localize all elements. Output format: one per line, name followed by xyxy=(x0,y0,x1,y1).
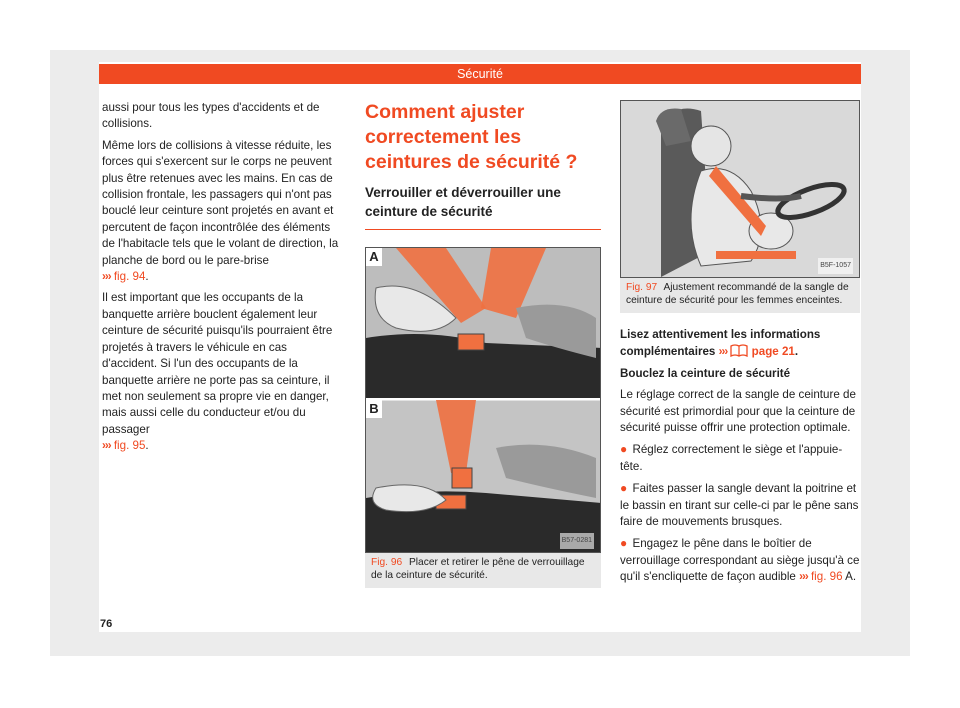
figure-code: B57-0281 xyxy=(560,533,594,549)
paragraph: Même lors de collisions à vitesse réduite, les forces qui s'exercent sur le corps ne peuvent plus être retenues avec les mains. En cas de collision frontale, les passagers qui n'ont pas bouclé leur ceinture sont projetés en avant et percutent de façon incontrôlée des éléments de l'habitacle tels que le volant de direction, la planche de bord ou le pare-brise ››› fig. 94. xyxy=(102,138,339,284)
bullet-item xyxy=(620,480,860,530)
paragraph: Il est important que les occupants de la banquette arrière bouclent également leur ceinture de sécurité puisqu'ils pourraient être projetés à travers le véhicule en cas d'accident. Si l'un des occupants de la banquette arrière ne porte pas sa ceinture, il met non seulement sa propre vie en danger, mais aussi celle du conducteur et/ou du passager ››› fig. 95. xyxy=(102,291,333,453)
book-warning-icon xyxy=(730,343,748,357)
page-link[interactable]: page 21 xyxy=(751,345,795,359)
bullet-item xyxy=(620,441,860,475)
intro-text: Lisez attentivement les informations complémentaires xyxy=(620,328,821,359)
subsection-title: Verrouiller et déverrouiller une ceinture de sécurité xyxy=(365,183,601,230)
page-number: 76 xyxy=(100,618,113,630)
figure-number: Fig. 96 xyxy=(371,557,403,568)
figure-96 xyxy=(365,247,601,588)
figure-code: B5F-1057 xyxy=(818,258,853,274)
column-middle xyxy=(365,100,601,588)
bullet-icon: ● xyxy=(620,481,628,496)
column-right xyxy=(620,100,860,591)
reference-arrows: ››› xyxy=(102,270,111,284)
figure-link[interactable]: fig. 94 xyxy=(113,270,146,284)
figure-number: Fig. 97 xyxy=(626,282,658,293)
bullet-text: Réglez correctement le siège et l'appuie-tête. xyxy=(620,443,843,473)
column-left xyxy=(102,100,342,460)
paragraph: Le réglage correct de la sangle de ceinture de sécurité est primordial pour que la ceinture de sécurité puisse offrir une protection optimale. xyxy=(620,388,856,435)
intro-paragraph: Lisez attentivement les informations complémentaires ››› page 21. xyxy=(620,328,821,359)
panel-label-a: A xyxy=(366,248,382,266)
figure-caption-text: Placer et retirer le pêne de verrouillage de la ceinture de sécurité. xyxy=(371,557,585,581)
seatbelt-buckle-illustration xyxy=(366,248,601,552)
paragraph: aussi pour tous les types d'accidents et de collisions. xyxy=(102,101,320,131)
panel-reference: A xyxy=(845,570,853,584)
bullet-item: ● Engagez le pêne dans le boîtier de verrouillage correspondant au siège jusqu'à ce qu'il s'encliquette de façon audible ››› fig. 96 A. xyxy=(620,536,860,584)
bullet-text: Engagez le pêne dans le boîtier de verrouillage correspondant au siège jusqu'à ce qu'il s'encliquette de façon audible xyxy=(620,537,860,584)
paragraph-text: Même lors de collisions à vitesse réduite, les forces qui s'exercent sur le corps ne peuvent plus être retenues avec les mains. En cas de collision frontale, les passagers qui n'ont pas bouclé leur ceinture sont projetés en avant et percutent de façon incontrôlée des éléments de l'habitacle tels que le volant de direction, la planche de bord ou le pare-brise xyxy=(102,138,339,267)
bullet-text: Faites passer la sangle devant la poitrine et le bassin en tirant sur celle-ci par le pêne sans faire de mouvements brusques. xyxy=(620,482,859,529)
reference-arrows: ››› xyxy=(718,345,728,359)
section-header: Sécurité xyxy=(99,64,861,84)
figure-link[interactable]: fig. 96 xyxy=(810,570,843,584)
figure-caption xyxy=(620,278,860,313)
bullet-icon: ● xyxy=(620,536,628,551)
bullet-icon: ● xyxy=(620,442,628,457)
section-heading: Bouclez la ceinture de sécurité xyxy=(620,366,791,380)
reference-arrows: ››› xyxy=(102,439,111,453)
figure-image xyxy=(365,247,601,553)
figure-link[interactable]: fig. 95 xyxy=(113,439,146,453)
figure-image xyxy=(620,100,860,278)
section-title: Comment ajuster correctement les ceintures de sécurité ? xyxy=(365,101,578,173)
panel-label-b: B xyxy=(366,400,382,418)
figure-97 xyxy=(620,100,860,313)
figure-caption-text: Ajustement recommandé de la sangle de ceinture de sécurité pour les femmes enceintes. xyxy=(626,282,849,306)
reference-arrows: ››› xyxy=(799,570,808,584)
figure-caption xyxy=(365,553,601,588)
pregnant-driver-illustration xyxy=(621,101,860,277)
paragraph-text: Il est important que les occupants de la banquette arrière bouclent également leur ceinture de sécurité puisqu'ils pourraient être projetés à travers le véhicule en cas d'accident. Si l'un des occupants de la banquette arrière ne porte pas sa ceinture, il met non seulement sa propre vie en danger, mais aussi celle du conducteur et/ou du passager xyxy=(102,291,333,436)
